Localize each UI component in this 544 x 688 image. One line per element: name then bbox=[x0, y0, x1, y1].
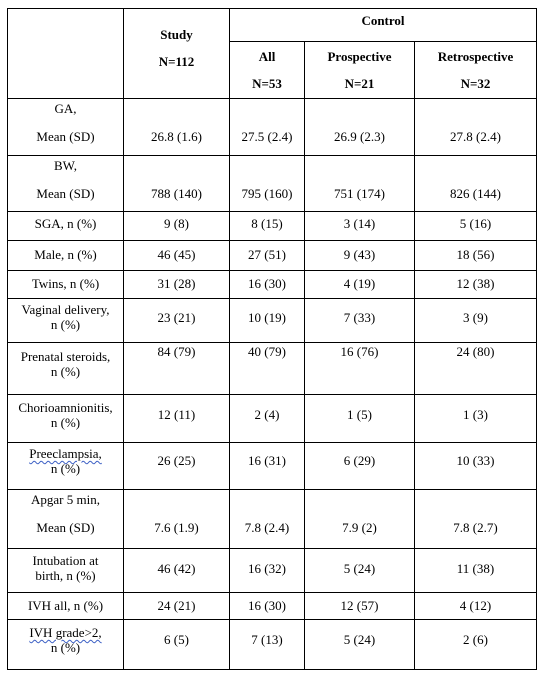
cell-value: 10 (33) bbox=[456, 453, 495, 468]
cell-prospective bbox=[305, 443, 415, 490]
cell-value: 5 (24) bbox=[343, 632, 376, 647]
retrospective-header-cell bbox=[415, 42, 537, 99]
cell-value: 16 (76) bbox=[340, 344, 379, 359]
cell-study bbox=[124, 343, 230, 395]
cell-prospective bbox=[305, 620, 415, 670]
table-row bbox=[8, 593, 537, 620]
row-label-line: n (%) bbox=[50, 364, 81, 379]
table-row bbox=[8, 443, 537, 490]
table-row bbox=[8, 212, 537, 241]
row-label-line: n (%) bbox=[50, 317, 81, 332]
cell-value: 46 (42) bbox=[157, 561, 196, 576]
cell-all bbox=[230, 271, 305, 299]
cell-value: 11 (38) bbox=[456, 561, 495, 576]
cell-prospective bbox=[305, 156, 415, 212]
row-label bbox=[8, 156, 124, 212]
cell-value: 18 (56) bbox=[456, 247, 495, 262]
cell-value: 10 (19) bbox=[248, 310, 286, 325]
table-row bbox=[8, 156, 537, 212]
cell-value: 2 (6) bbox=[463, 632, 488, 647]
cell-value: 8 (15) bbox=[251, 216, 283, 231]
row-label bbox=[8, 620, 124, 670]
study-header-cell bbox=[124, 9, 230, 99]
row-label-line: birth, n (%) bbox=[35, 568, 96, 583]
cell-all bbox=[230, 490, 305, 549]
cell-value: 1 (3) bbox=[463, 407, 488, 422]
row-label-line: Male, n (%) bbox=[34, 247, 97, 262]
cell-retrospective bbox=[415, 343, 537, 395]
cell-value: 7 (13) bbox=[251, 632, 283, 647]
cell-all bbox=[230, 241, 305, 271]
cell-value: 46 (45) bbox=[157, 247, 196, 262]
table-row bbox=[8, 343, 537, 395]
study-header-title: Study bbox=[160, 27, 193, 42]
cell-retrospective bbox=[415, 299, 537, 343]
row-label bbox=[8, 443, 124, 490]
row-label-line: n (%) bbox=[50, 640, 81, 655]
cell-value: 7.6 (1.9) bbox=[154, 520, 199, 535]
data-table bbox=[7, 8, 537, 670]
cell-value: 6 (5) bbox=[164, 632, 189, 647]
cell-prospective bbox=[305, 212, 415, 241]
row-label-line: Twins, n (%) bbox=[31, 276, 100, 291]
cell-prospective bbox=[305, 549, 415, 593]
cell-value: 27.5 (2.4) bbox=[241, 129, 293, 144]
cell-prospective bbox=[305, 241, 415, 271]
cell-all bbox=[230, 212, 305, 241]
table-row bbox=[8, 549, 537, 593]
control-header-cell bbox=[230, 9, 537, 42]
cell-all bbox=[230, 343, 305, 395]
cell-value: 12 (38) bbox=[456, 276, 495, 291]
row-label bbox=[8, 549, 124, 593]
study-header-n: N=112 bbox=[158, 54, 195, 69]
row-label bbox=[8, 299, 124, 343]
cell-value: 4 (12) bbox=[459, 598, 492, 613]
cell-value: 788 (140) bbox=[151, 186, 202, 201]
row-label-line: Intubation at bbox=[32, 553, 99, 568]
row-label bbox=[8, 99, 124, 156]
cell-value: 9 (8) bbox=[164, 216, 189, 231]
cell-study bbox=[124, 156, 230, 212]
cell-value: 2 (4) bbox=[254, 407, 280, 422]
prospective-header-title: Prospective bbox=[327, 49, 392, 64]
prospective-header-cell bbox=[305, 42, 415, 99]
cell-value: 31 (28) bbox=[157, 276, 196, 291]
cell-retrospective bbox=[415, 593, 537, 620]
row-label bbox=[8, 271, 124, 299]
cell-value: 4 (19) bbox=[343, 276, 376, 291]
cell-value: 6 (29) bbox=[343, 453, 376, 468]
cell-prospective bbox=[305, 593, 415, 620]
cell-value: 7.8 (2.7) bbox=[453, 520, 498, 535]
row-label bbox=[8, 593, 124, 620]
cell-value: 27.8 (2.4) bbox=[450, 129, 501, 144]
cell-value: 7.8 (2.4) bbox=[244, 520, 290, 535]
cell-retrospective bbox=[415, 241, 537, 271]
cell-all bbox=[230, 156, 305, 212]
cell-retrospective bbox=[415, 549, 537, 593]
cell-value: 751 (174) bbox=[334, 186, 385, 201]
cell-value: 7.9 (2) bbox=[342, 520, 377, 535]
cell-all bbox=[230, 443, 305, 490]
cell-study bbox=[124, 620, 230, 670]
cell-value: 9 (43) bbox=[343, 247, 376, 262]
cell-value: 1 (5) bbox=[347, 407, 372, 422]
cell-all bbox=[230, 593, 305, 620]
row-label-line: IVH grade>2, bbox=[29, 625, 102, 640]
cell-study bbox=[124, 593, 230, 620]
cell-value: 826 (144) bbox=[450, 186, 501, 201]
retrospective-header-title: Retrospective bbox=[437, 49, 514, 64]
row-label-line: Apgar 5 min, bbox=[31, 492, 100, 507]
cell-prospective bbox=[305, 271, 415, 299]
cell-retrospective bbox=[415, 156, 537, 212]
row-label-line: Mean (SD) bbox=[36, 129, 95, 144]
row-label-line: Mean (SD) bbox=[36, 520, 95, 535]
row-label-line: Preeclampsia, bbox=[29, 446, 102, 461]
all-header-cell bbox=[230, 42, 305, 99]
row-label-line: Chorioamnionitis, bbox=[18, 400, 113, 415]
cell-study bbox=[124, 212, 230, 241]
cell-value: 5 (24) bbox=[343, 561, 376, 576]
cell-value: 24 (80) bbox=[456, 344, 495, 359]
control-header: Control bbox=[361, 13, 405, 28]
row-label-line: Mean (SD) bbox=[36, 186, 95, 201]
table-row bbox=[8, 395, 537, 443]
corner-cell bbox=[8, 9, 124, 99]
cell-value: 26.8 (1.6) bbox=[151, 129, 202, 144]
cell-value: 16 (31) bbox=[248, 453, 286, 468]
prospective-header-n: N=21 bbox=[344, 76, 375, 91]
cell-value: 40 (79) bbox=[248, 344, 286, 359]
cell-all bbox=[230, 620, 305, 670]
cell-value: 5 (16) bbox=[459, 216, 492, 231]
cell-value: 26 (25) bbox=[157, 453, 196, 468]
cell-value: 16 (30) bbox=[248, 598, 286, 613]
cell-value: 3 (9) bbox=[463, 310, 488, 325]
cell-value: 26.9 (2.3) bbox=[334, 129, 385, 144]
table-row bbox=[8, 241, 537, 271]
cell-retrospective bbox=[415, 99, 537, 156]
retrospective-header-n: N=32 bbox=[460, 76, 491, 91]
cell-retrospective bbox=[415, 212, 537, 241]
row-label bbox=[8, 395, 124, 443]
cell-value: 84 (79) bbox=[157, 344, 196, 359]
cell-study bbox=[124, 271, 230, 299]
cell-all bbox=[230, 299, 305, 343]
cell-retrospective bbox=[415, 443, 537, 490]
table-row bbox=[8, 620, 537, 670]
cell-value: 16 (30) bbox=[248, 276, 286, 291]
cell-retrospective bbox=[415, 490, 537, 549]
all-header-n: N=53 bbox=[252, 76, 282, 91]
table-row bbox=[8, 99, 537, 156]
cell-prospective bbox=[305, 99, 415, 156]
cell-value: 24 (21) bbox=[157, 598, 196, 613]
cell-retrospective bbox=[415, 620, 537, 670]
cell-study bbox=[124, 299, 230, 343]
table-row bbox=[8, 271, 537, 299]
cell-study bbox=[124, 395, 230, 443]
cell-study bbox=[124, 99, 230, 156]
cell-study bbox=[124, 241, 230, 271]
row-label-line: n (%) bbox=[50, 461, 81, 476]
cell-value: 12 (11) bbox=[157, 407, 196, 422]
cell-value: 3 (14) bbox=[343, 216, 376, 231]
row-label bbox=[8, 490, 124, 549]
cell-prospective bbox=[305, 343, 415, 395]
cell-value: 795 (160) bbox=[241, 186, 293, 201]
row-label bbox=[8, 241, 124, 271]
cell-study bbox=[124, 549, 230, 593]
row-label bbox=[8, 212, 124, 241]
cell-prospective bbox=[305, 490, 415, 549]
cell-retrospective bbox=[415, 395, 537, 443]
cell-value: 7 (33) bbox=[343, 310, 376, 325]
cell-study bbox=[124, 490, 230, 549]
cell-retrospective bbox=[415, 271, 537, 299]
cell-all bbox=[230, 549, 305, 593]
row-label bbox=[8, 343, 124, 395]
cell-value: 12 (57) bbox=[340, 598, 379, 613]
row-label-line: IVH all, n (%) bbox=[27, 598, 104, 613]
all-header-title: All bbox=[258, 49, 276, 64]
cell-value: 16 (32) bbox=[248, 561, 286, 576]
row-label-line: n (%) bbox=[50, 415, 81, 430]
cell-value: 23 (21) bbox=[157, 310, 196, 325]
row-label-line: BW, bbox=[54, 158, 77, 173]
table-row bbox=[8, 299, 537, 343]
row-label-line: Vaginal delivery, bbox=[21, 302, 110, 317]
row-label-line: SGA, n (%) bbox=[34, 216, 97, 231]
cell-study bbox=[124, 443, 230, 490]
row-label-line: Prenatal steroids, bbox=[20, 349, 111, 364]
table-row bbox=[8, 490, 537, 549]
cell-all bbox=[230, 395, 305, 443]
cell-prospective bbox=[305, 395, 415, 443]
row-label-line: GA, bbox=[54, 101, 77, 116]
cell-all bbox=[230, 99, 305, 156]
cell-value: 27 (51) bbox=[248, 247, 286, 262]
cell-prospective bbox=[305, 299, 415, 343]
